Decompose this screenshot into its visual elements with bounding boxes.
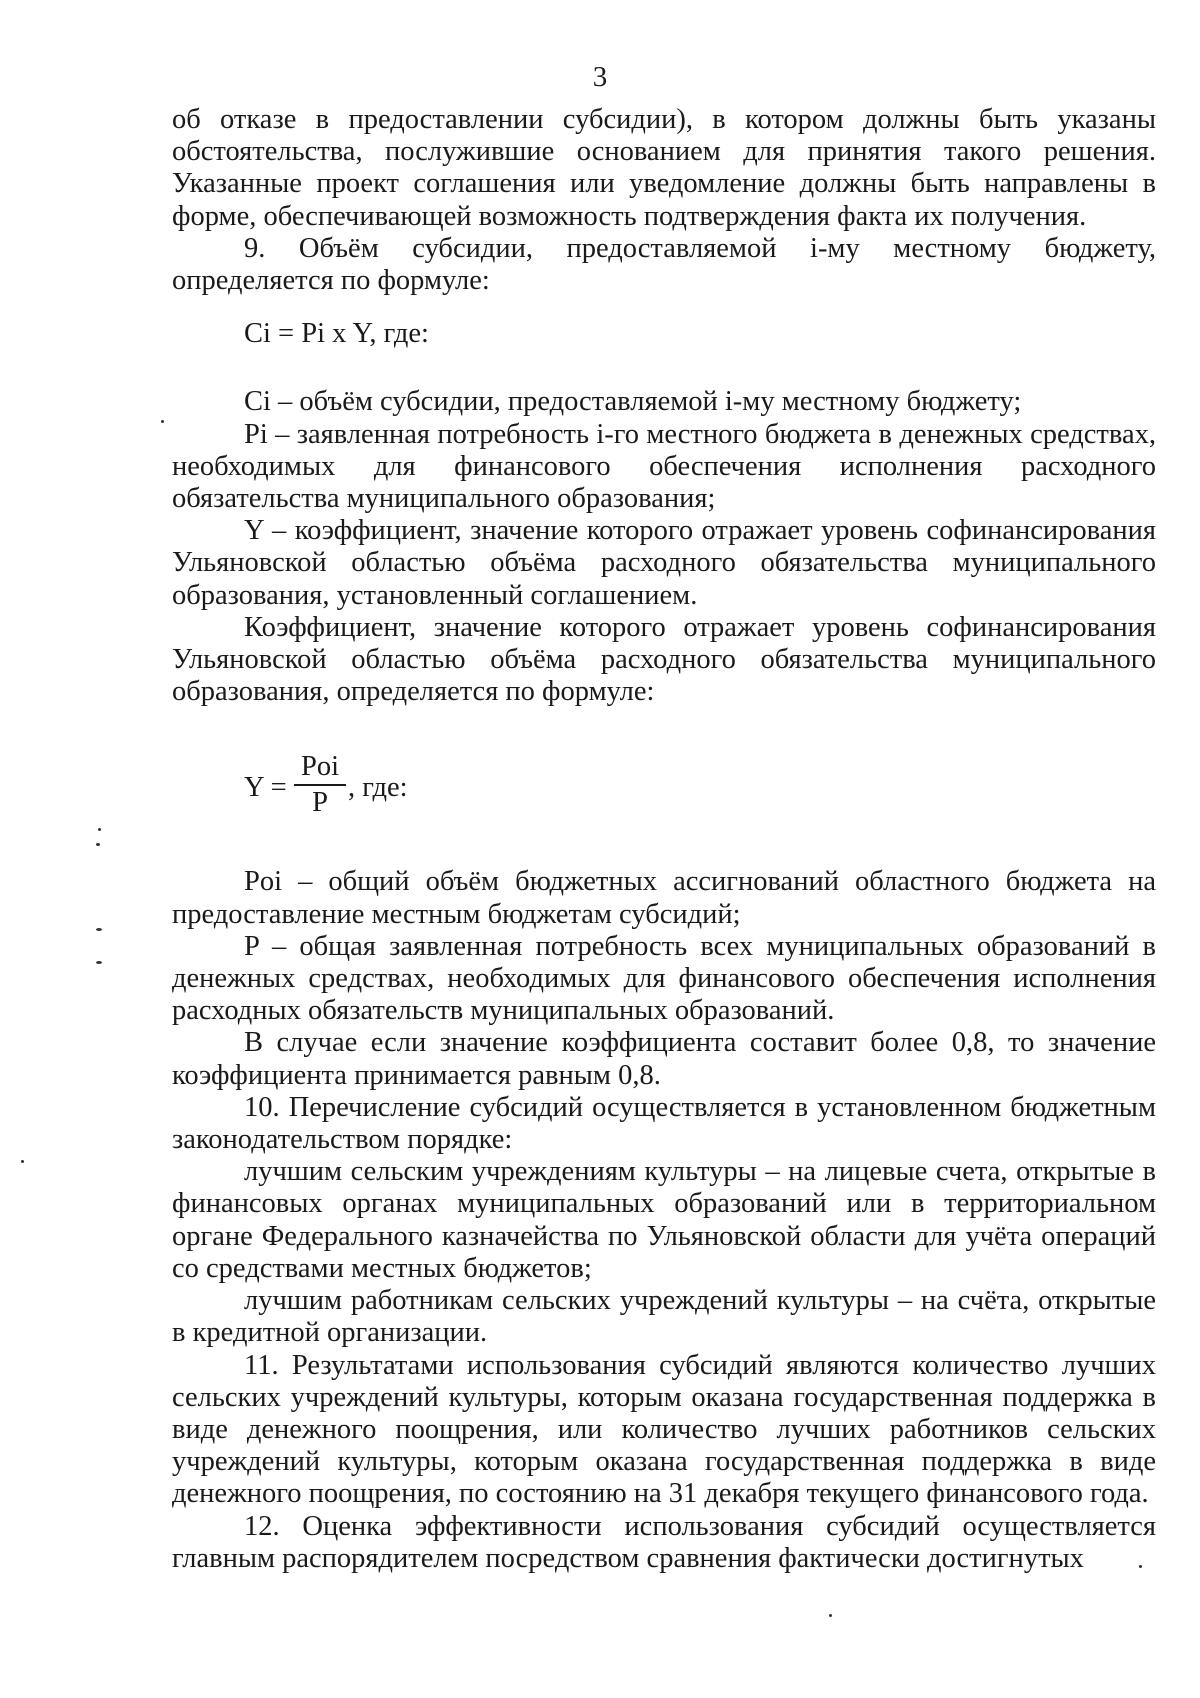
- paragraph-coefficient-limit: В случае если значение коэффициента составит более 0,8, то значение коэффициента принимается равным 0,8.: [172, 1027, 1156, 1091]
- formula-rhs: , где:: [348, 772, 408, 804]
- paragraph-9-subsidy-volume: 9. Объём субсидии, предоставляемой i-му местному бюджету, определяется по формуле:: [172, 232, 1156, 297]
- paragraph-coefficient: Коэффициент, значение которого отражает уровень софинансирования Ульяновской областью объёма расходного обязательства муниципального образования, определяется по формуле:: [172, 611, 1156, 708]
- paragraph-12-evaluation: 12. Оценка эффективности использования субсидий осуществляется главным распорядителем посредством сравнения фактически достигнутых: [172, 1510, 1156, 1574]
- definition-ci: Ci – объём субсидии, предоставляемой i-му местному бюджету;: [244, 386, 1022, 418]
- definition-y: Y – коэффициент, значение которого отражает уровень софинансирования Ульяновской областью объёма расходного обязательства муниципального образования, установленный соглашением.: [172, 515, 1156, 611]
- paragraph-refusal-notice: об отказе в предоставлении субсидии), в котором должны быть указаны обстоятельства, послужившие основанием для принятия такого решения. Указанные проект соглашения или уведомление должны быть направлены в форме, обеспечивающей возможность подтверждения факта их получения.: [172, 104, 1156, 232]
- scan-speck: [21, 1160, 24, 1163]
- scan-speck: [1139, 1565, 1142, 1568]
- definition-pi: Pi – заявленная потребность i-го местного бюджета в денежных средствах, необходимых для финансового обеспечения исполнения расходного обязательства муниципального образования;: [172, 418, 1156, 515]
- scan-speck: [161, 420, 164, 423]
- scan-speck: [96, 928, 102, 931]
- paragraph-10-transfer: 10. Перечисление субсидий осуществляется в установленном бюджетным законодательством порядке:: [172, 1091, 1156, 1156]
- fraction-numerator: Poi: [300, 751, 340, 783]
- formula-fraction: [294, 752, 346, 818]
- formula-coefficient: [172, 736, 1156, 848]
- paragraph-10-workers: лучшим работникам сельских учреждений культуры – на счёта, открытые в кредитной организации.: [172, 1285, 1156, 1349]
- formula-lhs: Y =: [244, 772, 287, 804]
- paragraph-11-results: 11. Результатами использования субсидий являются количество лучших сельских учреждений культуры, которым оказана государственная поддержка в виде денежного поощрения, или количество лучших работников сельских учреждений культуры, которым оказана государственная поддержка в виде денежного поощрения, по состоянию на 31 декабря текущего финансового года.: [172, 1349, 1156, 1510]
- fraction-denominator: P: [312, 786, 328, 818]
- page-number: 3: [592, 61, 608, 93]
- definition-poi: Poi – общий объём бюджетных ассигнований областного бюджета на предоставление местным бюджетам субсидий;: [172, 866, 1156, 930]
- scan-speck: [829, 1614, 832, 1617]
- definition-p: P – общая заявленная потребность всех муниципальных образований в денежных средствах, необходимых для финансового обеспечения исполнения расходных обязательств муниципальных образований.: [172, 930, 1156, 1027]
- scan-speck: [98, 828, 101, 831]
- fraction-bar: [294, 784, 346, 786]
- paragraph-10-institutions: лучшим сельским учреждениям культуры – на лицевые счета, открытые в финансовых органах муниципальных образований или в территориальном органе Федерального казначейства по Ульяновской области для учёта операций со средствами местных бюджетов;: [172, 1156, 1156, 1284]
- document-body: [172, 104, 1156, 1575]
- scan-speck: [96, 961, 102, 964]
- formula-subsidy: Ci = Pi x Y, где:: [244, 318, 429, 350]
- scan-speck: [96, 843, 100, 846]
